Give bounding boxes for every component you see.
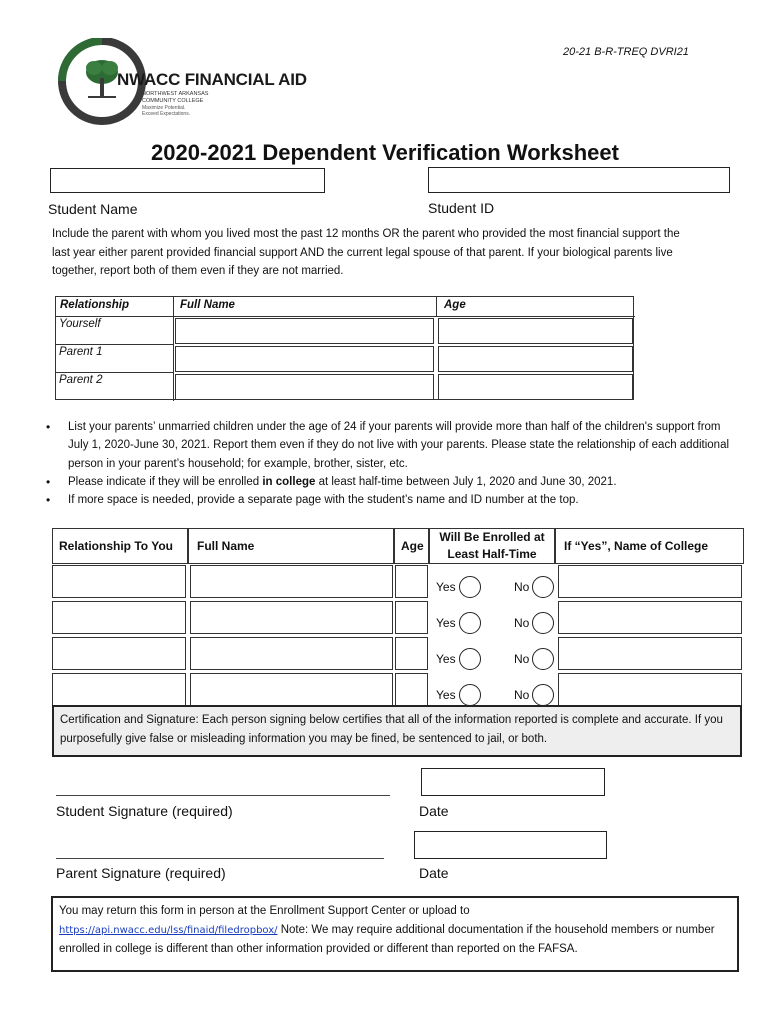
column-header-enrolled <box>429 528 555 564</box>
table-divider <box>173 297 174 401</box>
family-row-2-full-name-field[interactable] <box>190 601 393 634</box>
student-name-field[interactable] <box>50 168 325 193</box>
logo-tagline <box>142 106 190 117</box>
bullet-item: • If more space is needed, provide a separate page with the student’s name and ID number at the top. <box>42 491 742 509</box>
parent-2-age-field[interactable] <box>438 374 633 400</box>
yes-label: Yes <box>436 688 456 702</box>
table-divider <box>56 344 173 345</box>
no-label: No <box>514 652 530 666</box>
yes-label: Yes <box>436 652 456 666</box>
yes-label: Yes <box>436 616 456 630</box>
family-row-1-age-field[interactable] <box>395 565 428 598</box>
family-row-1-yes-option[interactable] <box>436 576 481 598</box>
yes-radio-circle-icon[interactable] <box>459 612 481 634</box>
column-header-relationship-to-you: Relationship To You <box>52 528 188 564</box>
student-signature-line[interactable] <box>56 795 390 796</box>
family-row-4-age-field[interactable] <box>395 673 428 706</box>
no-label: No <box>514 580 530 594</box>
student-name-label: Student Name <box>48 201 138 217</box>
family-row-4-full-name-field[interactable] <box>190 673 393 706</box>
parent-date-label: Date <box>419 865 449 881</box>
no-label: No <box>514 688 530 702</box>
certification-statement: Certification and Signature: Each person signing below certifies that all of the information reported is complete and accurate. If you purposefully give false or misleading information you may be fined, be sentenced to jail, or both. <box>52 705 742 757</box>
no-radio-circle-icon[interactable] <box>532 684 554 706</box>
column-header-age: Age <box>394 528 429 564</box>
family-row-1-college-name-field[interactable] <box>558 565 742 598</box>
family-row-1-full-name-field[interactable] <box>190 565 393 598</box>
bullet-item: • List your parents’ unmarried children under the age of 24 if your parents will provide more than half of the children's support from July 1, 2020-June 30, 2021. Report them even if they do not live with your parents. Please state the relationship of each additional person in your parent’s household; for example, brother, sister, etc. <box>42 418 742 473</box>
no-radio-circle-icon[interactable] <box>532 648 554 670</box>
return-instructions-box <box>51 896 739 972</box>
form-code: 20-21 B-R-TREQ DVRI21 <box>563 46 689 58</box>
family-row-3-age-field[interactable] <box>395 637 428 670</box>
table-divider <box>56 372 173 373</box>
family-row-4-no-option[interactable] <box>514 684 554 706</box>
yes-radio-circle-icon[interactable] <box>459 684 481 706</box>
table-divider <box>173 316 635 317</box>
return-note-text: Note: We may require additional documentation if the household members or number enrolled in college is different than other information provided or different than reported on the FAFSA. <box>59 923 715 955</box>
family-row-1-relationship-field[interactable] <box>52 565 186 598</box>
yes-radio-circle-icon[interactable] <box>459 648 481 670</box>
student-id-label: Student ID <box>428 200 495 216</box>
student-id-field[interactable] <box>428 167 730 193</box>
parent-2-full-name-field[interactable] <box>175 374 434 400</box>
yes-radio-circle-icon[interactable] <box>459 576 481 598</box>
parent-signature-line[interactable] <box>56 858 384 859</box>
family-row-3-college-name-field[interactable] <box>558 637 742 670</box>
bullet-text: at least half-time between July 1, 2020 and June 30, 2021. <box>315 475 617 488</box>
column-header-full-name: Full Name <box>180 299 235 311</box>
family-row-2-age-field[interactable] <box>395 601 428 634</box>
table-divider <box>436 297 437 316</box>
parent-date-field[interactable] <box>414 831 607 859</box>
household-table <box>55 296 634 400</box>
logo-tagline-line-1: Maximize Potential. <box>142 105 186 111</box>
yes-label: Yes <box>436 580 456 594</box>
yourself-age-field[interactable] <box>438 318 633 344</box>
family-row-4-relationship-field[interactable] <box>52 673 186 706</box>
row-label-yourself: Yourself <box>59 318 101 330</box>
parent-1-full-name-field[interactable] <box>175 346 434 372</box>
logo-wordmark: NWACC FINANCIAL AID <box>117 70 307 89</box>
logo-subtitle-line-2: COMMUNITY COLLEGE <box>142 97 204 104</box>
instructions-paragraph: Include the parent with whom you lived most the past 12 months OR the parent who provided the most financial support the last year either parent provided financial support AND the current legal spouse of that parent. If your biological parents live together, report both of them even if they are not married. <box>52 228 680 277</box>
parent-1-age-field[interactable] <box>438 346 633 372</box>
return-instructions-note <box>59 921 731 959</box>
family-row-4-yes-option[interactable] <box>436 684 481 706</box>
logo-subtitle-line-1: NORTHWEST ARKANSAS <box>142 91 209 97</box>
no-radio-circle-icon[interactable] <box>532 576 554 598</box>
column-header-enrolled-line-1: Will Be Enrolled at <box>439 530 545 544</box>
logo-subtitle <box>142 91 208 104</box>
family-row-1-no-option[interactable] <box>514 576 554 598</box>
column-header-age: Age <box>444 299 466 311</box>
column-header-enrolled-line-2: Least Half-Time <box>447 547 537 561</box>
family-members-table <box>52 528 744 706</box>
column-header-college: If “Yes”, Name of College <box>555 528 744 564</box>
family-row-3-full-name-field[interactable] <box>190 637 393 670</box>
no-label: No <box>514 616 530 630</box>
column-header-full-name: Full Name <box>188 528 394 564</box>
family-row-3-relationship-field[interactable] <box>52 637 186 670</box>
bullet-text: Please indicate if they will be enrolled <box>68 475 263 488</box>
no-radio-circle-icon[interactable] <box>532 612 554 634</box>
student-date-field[interactable] <box>421 768 605 796</box>
parent-signature-label: Parent Signature (required) <box>56 865 226 881</box>
instruction-bullets <box>42 418 742 509</box>
family-row-2-no-option[interactable] <box>514 612 554 634</box>
yourself-full-name-field[interactable] <box>175 318 434 344</box>
file-dropbox-link[interactable]: https://api.nwacc.edu/lss/finaid/filedropbox/ <box>59 924 278 936</box>
family-row-4-college-name-field[interactable] <box>558 673 742 706</box>
family-row-2-yes-option[interactable] <box>436 612 481 634</box>
bullet-bold-text: in college <box>262 475 316 488</box>
student-date-label: Date <box>419 803 449 819</box>
family-row-2-college-name-field[interactable] <box>558 601 742 634</box>
family-row-3-no-option[interactable] <box>514 648 554 670</box>
student-signature-label: Student Signature (required) <box>56 803 233 819</box>
row-label-parent-2: Parent 2 <box>59 374 103 386</box>
row-label-parent-1: Parent 1 <box>59 346 103 358</box>
document-title: 2020-2021 Dependent Verification Worksheet <box>151 140 619 165</box>
return-instructions-line: You may return this form in person at the Enrollment Support Center or upload to <box>59 905 470 917</box>
bullet-item <box>42 473 742 491</box>
column-header-relationship: Relationship <box>60 299 130 311</box>
logo-tagline-line-2: Exceed Expectations. <box>142 110 191 117</box>
family-row-2-relationship-field[interactable] <box>52 601 186 634</box>
family-row-3-yes-option[interactable] <box>436 648 481 670</box>
